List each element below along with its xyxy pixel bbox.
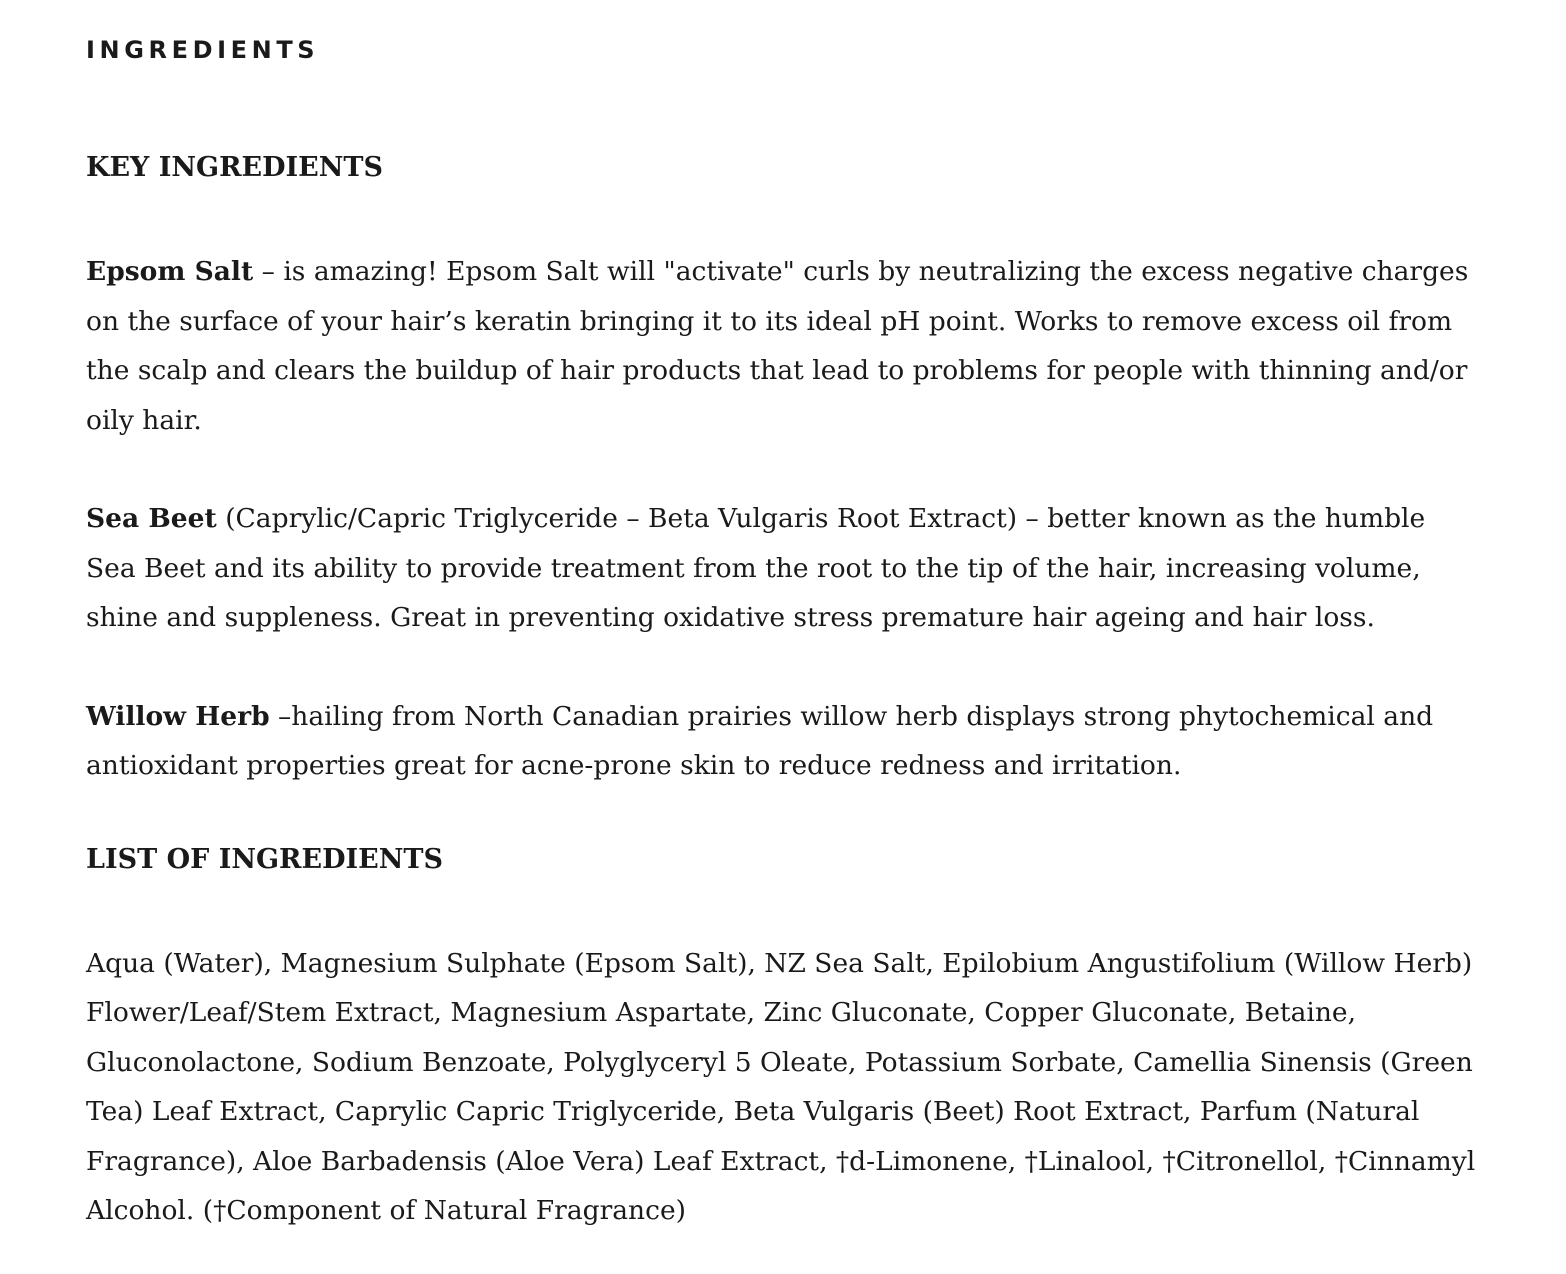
spacer xyxy=(86,791,1480,840)
ingredients-content xyxy=(86,148,1480,1236)
ingredient-sea-beet xyxy=(86,494,1480,643)
spacer xyxy=(86,445,1480,494)
ingredient-description: – is amazing! Epsom Salt will "activate" curls by neutralizing the excess negative charges on the surface of your hair’s keratin bringing it to its ideal pH point. Works to remove excess oil from the scalp and clears the buildup of hair products that lead to problems for people with thinning and/or oily hair. xyxy=(86,256,1469,436)
ingredient-willow-herb xyxy=(86,692,1480,791)
spacer xyxy=(86,643,1480,692)
list-of-ingredients-heading: LIST OF INGREDIENTS xyxy=(86,843,443,875)
ingredient-description: (Caprylic/Capric Triglyceride – Beta Vulgaris Root Extract) – better known as the humble Sea Beet and its ability to provide treatment from the root to the tip of the hair, increasing volume, shine and suppleness. Great in preventing oxidative stress premature hair ageing and hair loss. xyxy=(86,503,1426,633)
ingredient-epsom-salt xyxy=(86,247,1480,445)
ingredients-list-text: Aqua (Water), Magnesium Sulphate (Epsom Salt), NZ Sea Salt, Epilobium Angustifolium (Willow Herb) Flower/Leaf/Stem Extract, Magnesium Aspartate, Zinc Gluconate, Copper Gluconate, Betaine, Gluconolactone, Sodium Benzoate, Polyglyceryl 5 Oleate, Potassium Sorbate, Camellia Sinensis (Green Tea) Leaf Extract, Caprylic Capric Triglyceride, Beta Vulgaris (Beet) Root Extract, Parfum (Natural Fragrance), Aloe Barbadensis (Aloe Vera) Leaf Extract, †d-Limonene, †Linalool, †Citronellol, †Cinnamyl Alcohol. (†Component of Natural Fragrance) xyxy=(86,947,1476,1226)
section-title: INGREDIENTS xyxy=(86,36,320,64)
spacer xyxy=(86,880,1480,939)
key-ingredients-heading: KEY INGREDIENTS xyxy=(86,152,383,183)
ingredient-term: Willow Herb xyxy=(86,700,270,732)
spacer xyxy=(86,188,1480,247)
ingredient-term: Sea Beet xyxy=(86,503,217,534)
ingredient-term: Epsom Salt xyxy=(86,256,254,287)
ingredient-description: –hailing from North Canadian prairies willow herb displays strong phytochemical and antioxidant properties great for acne-prone skin to reduce redness and irritation. xyxy=(86,700,1434,781)
